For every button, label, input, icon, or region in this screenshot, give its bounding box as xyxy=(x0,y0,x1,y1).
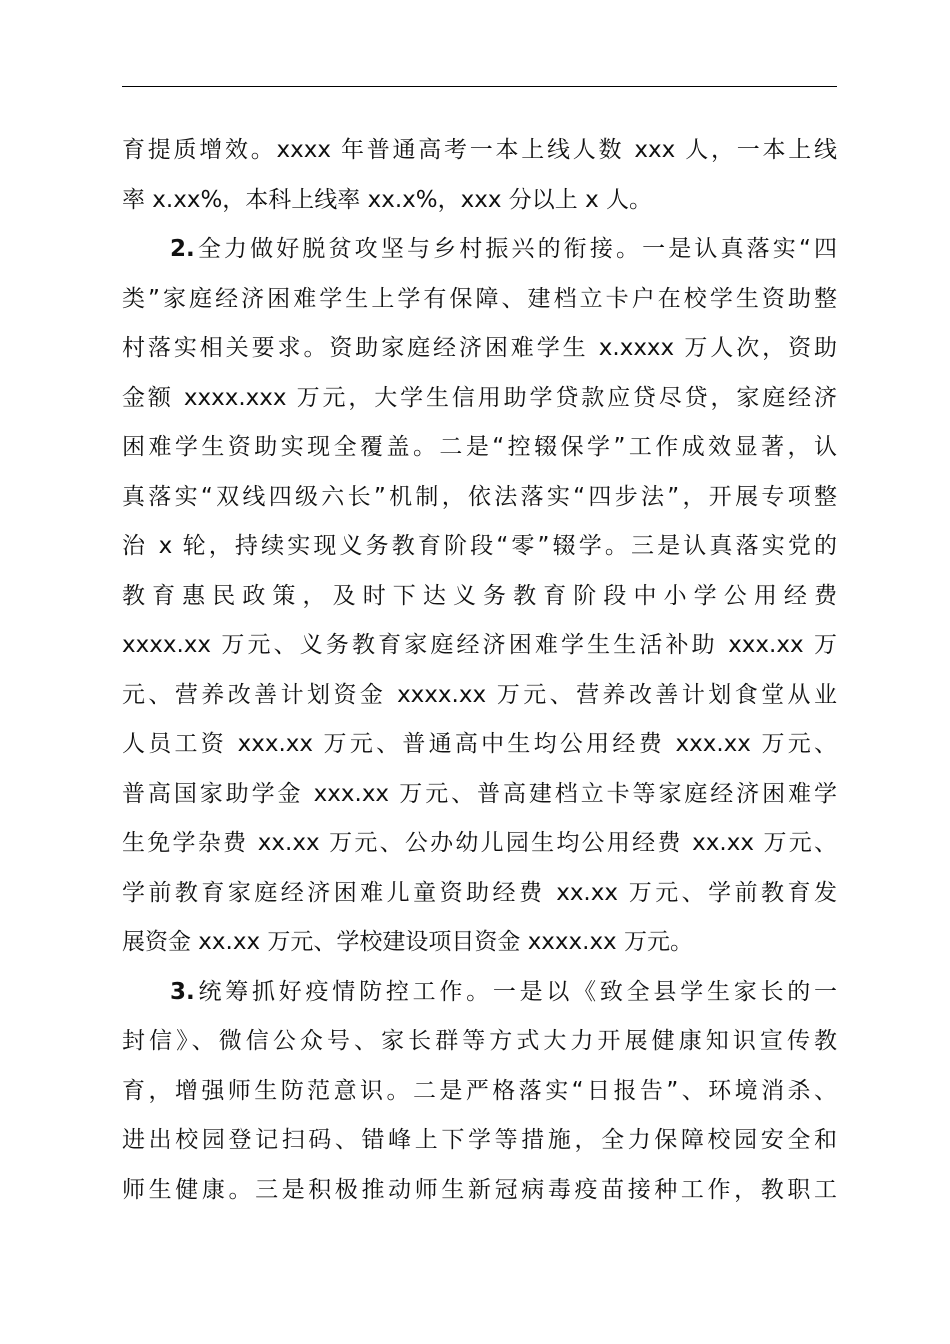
section-heading-line xyxy=(122,225,837,275)
text-line: 学前教育家庭经济困难儿童资助经费 xx.xx 万元、学前教育发 xyxy=(122,879,837,906)
section-heading-text: 全力做好脱贫攻坚与乡村振兴的衔接。一是认真落实“四 xyxy=(194,236,837,262)
text-line: 率 x.xx%，本科上线率 xx.x%，xxx 分以上 x 人。 xyxy=(122,186,652,213)
header-rule xyxy=(122,86,837,87)
text-line: 治 x 轮，持续实现义务教育阶段“零”辍学。三是认真落实党的 xyxy=(122,533,837,559)
section-heading-line xyxy=(122,968,837,1018)
text-line: 育提质增效。xxxx 年普通高考一本上线人数 xxx 人，一本上线 xyxy=(122,137,837,163)
text-line: 普高国家助学金 xxx.xx 万元、普高建档立卡等家庭经济困难学 xyxy=(122,780,837,807)
section-heading-text: 统筹抓好疫情防控工作。一是以《致全县学生家长的一 xyxy=(194,978,837,1005)
text-line: 类”家庭经济困难学生上学有保障、建档立卡户在校学生资助整 xyxy=(122,285,837,312)
text-line: 育，增强师生防范意识。二是严格落实“日报告”、环境消杀、 xyxy=(122,1077,837,1104)
text-line: 人员工资 xxx.xx 万元、普通高中生均公用经费 xxx.xx 万元、 xyxy=(122,731,837,757)
body-text xyxy=(122,126,837,1215)
text-line: 真落实“双线四级六长”机制，依法落实“四步法”，开展专项整 xyxy=(122,483,837,510)
text-line: 生免学杂费 xx.xx 万元、公办幼儿园生均公用经费 xx.xx 万元、 xyxy=(122,830,837,856)
text-line: 展资金 xx.xx 万元、学校建设项目资金 xxxx.xx 万元。 xyxy=(122,929,693,955)
text-line: 教育惠民政策，及时下达义务教育阶段中小学公用经费 xyxy=(122,582,837,609)
text-line: 元、营养改善计划资金 xxxx.xx 万元、营养改善计划食堂从业 xyxy=(122,681,837,708)
text-line: xxxx.xx 万元、义务教育家庭经济困难学生生活补助 xxx.xx 万 xyxy=(122,632,837,658)
text-line: 封信》、微信公众号、家长群等方式大力开展健康知识宣传教 xyxy=(122,1028,837,1054)
section-number: 2. xyxy=(170,236,195,262)
text-line: 进出校园登记扫码、错峰上下学等措施，全力保障校园安全和 xyxy=(122,1127,837,1153)
text-line: 师生健康。三是积极推动师生新冠病毒疫苗接种工作，教职工 xyxy=(122,1176,837,1203)
section-number: 3. xyxy=(170,978,195,1005)
text-line: 村落实相关要求。资助家庭经济困难学生 x.xxxx 万人次，资助 xyxy=(122,335,837,361)
text-line: 困难学生资助实现全覆盖。二是“控辍保学”工作成效显著，认 xyxy=(122,434,837,460)
text-line: 金额 xxxx.xxx 万元，大学生信用助学贷款应贷尽贷，家庭经济 xyxy=(122,384,837,411)
